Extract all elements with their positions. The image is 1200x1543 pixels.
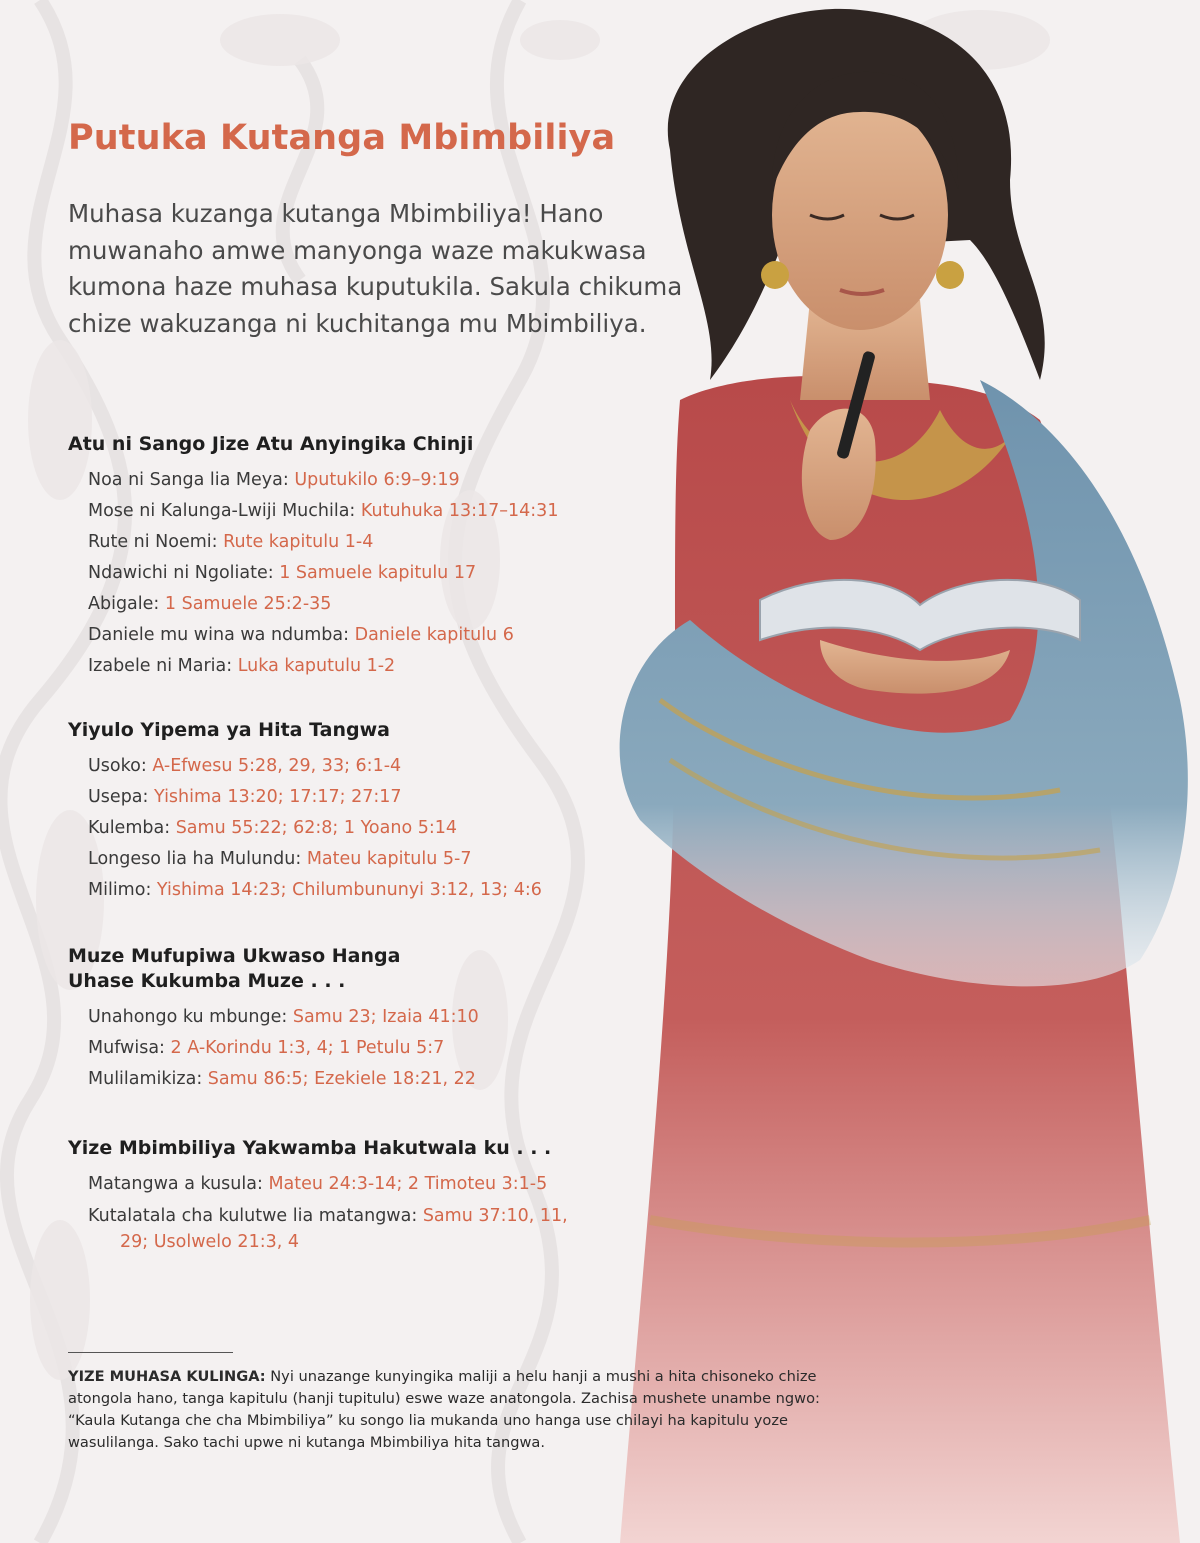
item-label: Noa ni Sanga lia Meya: <box>88 470 289 490</box>
scripture-reference: Luka kaputulu 1-2 <box>237 656 396 676</box>
section-heading: Yize Mbimbiliya Yakwamba Hakutwala ku . . . <box>68 1137 552 1159</box>
item-label: Usoko: <box>88 756 147 776</box>
item-label: Rute ni Noemi: <box>88 532 218 552</box>
list-item <box>68 1002 628 1033</box>
scripture-reference: Yishima 13:20; 17:17; 27:17 <box>154 787 402 807</box>
item-label: Ndawichi ni Ngoliate: <box>88 563 274 583</box>
list-item <box>68 1169 628 1200</box>
scripture-reference: 2 A-Korindu 1:3, 4; 1 Petulu 5:7 <box>170 1038 445 1058</box>
scripture-reference: Uputukilo 6:9–9:19 <box>294 470 460 490</box>
reading-list <box>68 1169 628 1255</box>
scripture-reference: A-Efwesu 5:28, 29, 33; 6:1-4 <box>152 756 402 776</box>
item-label: Mose ni Kalunga-Lwiji Muchila: <box>88 501 356 521</box>
section-help-when <box>68 944 628 1095</box>
list-item <box>68 1200 590 1255</box>
item-label: Izabele ni Maria: <box>88 656 233 676</box>
item-label: Mulilamikiza: <box>88 1069 203 1089</box>
list-item <box>68 813 628 844</box>
item-label: Daniele mu wina wa ndumba: <box>88 625 350 645</box>
section-heading-line: Uhase Kukumba Muze . . . <box>68 970 346 992</box>
item-label: Unahongo ku mbunge: <box>88 1007 288 1027</box>
item-label: Milimo: <box>88 880 152 900</box>
section-heading: Yiyulo Yipema ya Hita Tangwa <box>68 719 390 741</box>
scripture-reference: Samu 86:5; Ezekiele 18:21, 22 <box>207 1069 476 1089</box>
list-item <box>68 1064 628 1095</box>
scripture-reference: Rute kapitulu 1-4 <box>223 532 374 552</box>
item-label: Kulemba: <box>88 818 171 838</box>
scripture-reference: Mateu kapitulu 5-7 <box>306 849 472 869</box>
scripture-reference: Daniele kapitulu 6 <box>354 625 514 645</box>
item-label: Usepa: <box>88 787 149 807</box>
section-heading <box>68 944 628 994</box>
list-item <box>68 527 628 558</box>
intro-paragraph: Muhasa kuzanga kutanga Mbimbiliya! Hano muwanaho amwe manyonga waze makukwasa kumona haze muhasa kuputukila. Sakula chikuma chize wakuzanga ni kuchitanga mu Mbimbiliya. <box>68 199 683 338</box>
list-item <box>68 844 628 875</box>
list-item <box>68 782 628 813</box>
list-item <box>68 465 628 496</box>
section-heading-line: Muze Mufupiwa Ukwaso Hanga <box>68 945 401 967</box>
scripture-reference: Samu 37:10, 11, 29; Usolwelo 21:3, 4 <box>120 1206 568 1252</box>
page-title: Putuka Kutanga Mbimbiliya <box>68 118 616 158</box>
list-item <box>68 558 628 589</box>
footnote <box>68 1366 848 1454</box>
reading-list <box>68 751 628 906</box>
section-famous-stories <box>68 432 628 682</box>
section-bible-says <box>68 1136 628 1255</box>
scripture-reference: 1 Samuele kapitulu 17 <box>279 563 477 583</box>
item-label: Longeso lia ha Mulundu: <box>88 849 302 869</box>
item-label: Abigale: <box>88 594 160 614</box>
list-item <box>68 651 628 682</box>
scripture-reference: Yishima 14:23; Chilumbununyi 3:12, 13; 4:6 <box>156 880 542 900</box>
list-item <box>68 875 628 906</box>
item-label: Matangwa a kusula: <box>88 1174 263 1194</box>
scripture-reference: Kutuhuka 13:17–14:31 <box>360 501 559 521</box>
reading-list <box>68 1002 628 1095</box>
scripture-reference: Samu 23; Izaia 41:10 <box>292 1007 479 1027</box>
section-daily-guidance <box>68 718 628 906</box>
reading-list <box>68 465 628 682</box>
list-item <box>68 1033 628 1064</box>
list-item <box>68 620 628 651</box>
footnote-divider <box>68 1352 233 1353</box>
section-heading: Atu ni Sango Jize Atu Anyingika Chinji <box>68 433 474 455</box>
scripture-reference: Samu 55:22; 62:8; 1 Yoano 5:14 <box>175 818 458 838</box>
footnote-text: Nyi unazange kunyingika maliji a helu hanji a mushi a hita chisoneko chize atongola hano, tanga kapitulu (hanji tupitulu) eswe waze anatongola. Zachisa mushete unambe ngwo: “Kaula Kutanga che cha Mbimbiliya” ku songo lia mukanda uno hanga use chilayi ha kapitulu yoze wasulilanga. Sako tachi upwe ni kutanga Mbimbiliya hita tangwa. <box>68 1368 820 1451</box>
scripture-reference: 1 Samuele 25:2-35 <box>164 594 332 614</box>
item-label: Kutalatala cha kulutwe lia matangwa: <box>88 1206 418 1226</box>
item-label: Mufwisa: <box>88 1038 165 1058</box>
footnote-label: YIZE MUHASA KULINGA: <box>68 1368 266 1385</box>
list-item <box>68 589 628 620</box>
scripture-reference: Mateu 24:3-14; 2 Timoteu 3:1-5 <box>268 1174 548 1194</box>
list-item <box>68 751 628 782</box>
list-item <box>68 496 628 527</box>
